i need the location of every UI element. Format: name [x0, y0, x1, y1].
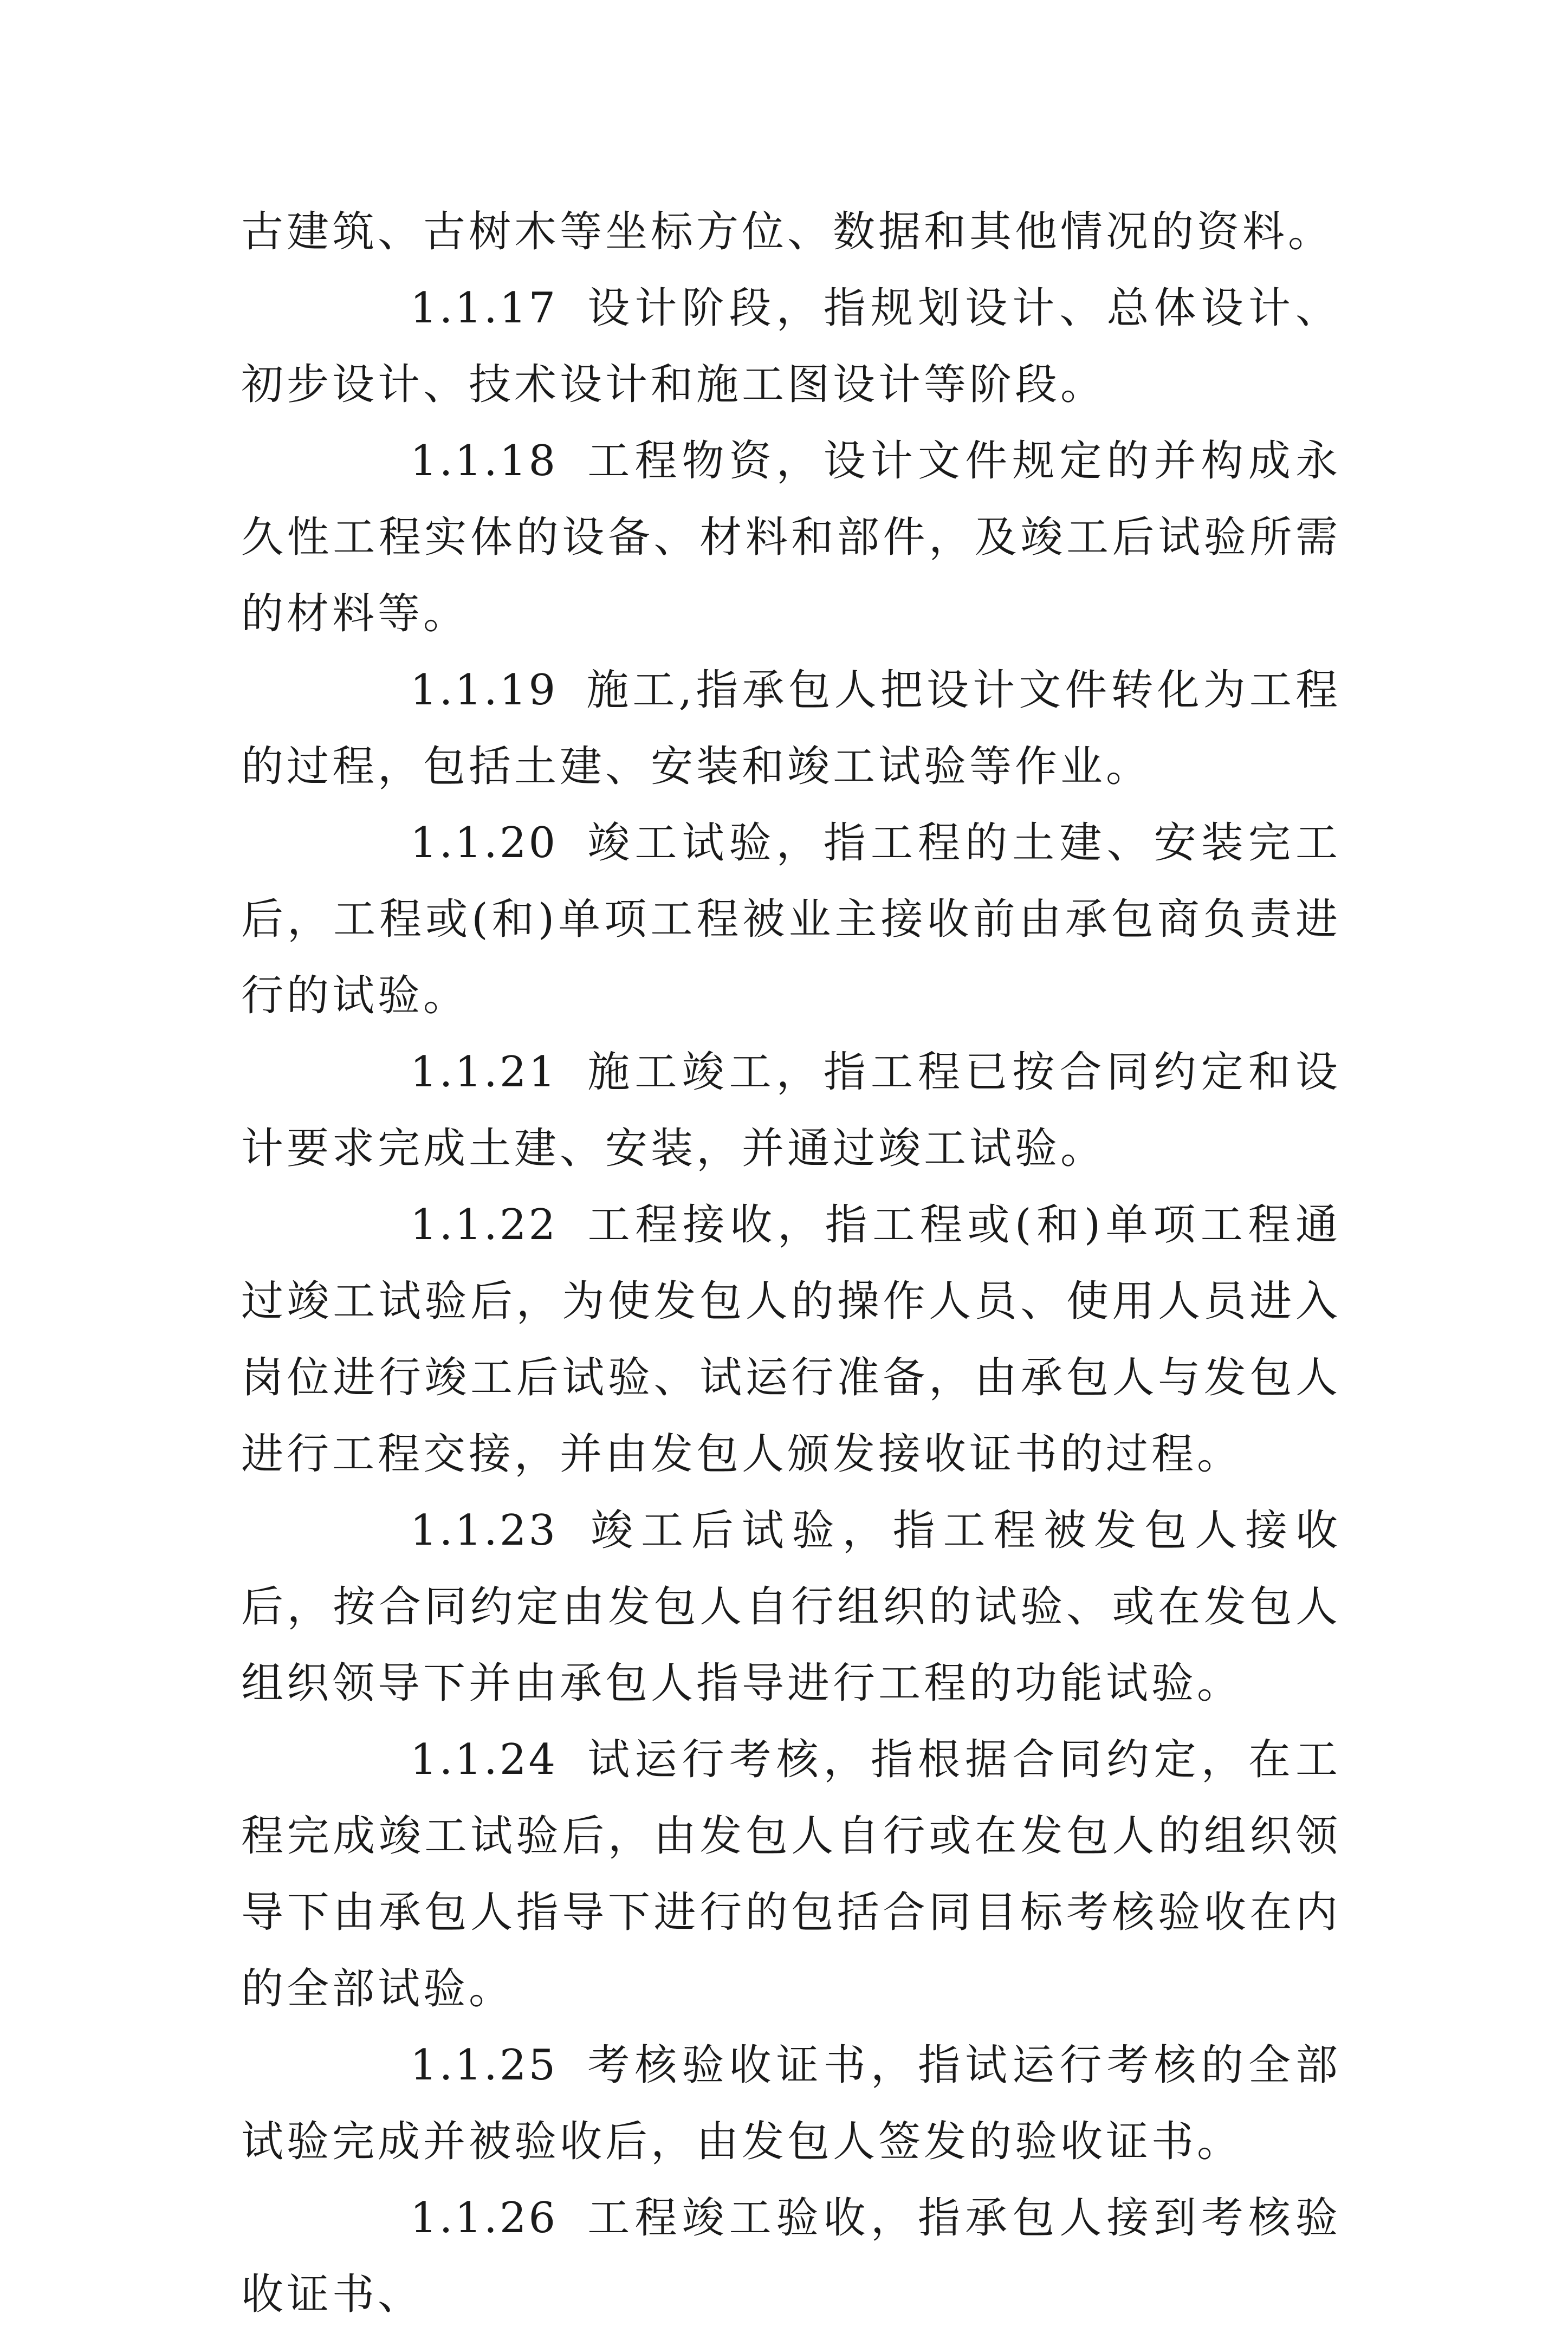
clause-text: 考核验收证书，指试运行考核的全部试验完成并被验收后，由发包人签发的验收证书。: [241, 2041, 1341, 2166]
clause-number: 1.1.21: [410, 1048, 558, 1097]
clause-1-1-24: [241, 1722, 1341, 2027]
clause-number: 1.1.20: [410, 819, 558, 867]
clause-text: 施工,指承包人把设计文件转化为工程的过程，包括土建、安装和竣工试验等作业。: [241, 666, 1341, 791]
clause-number: 1.1.19: [410, 666, 558, 715]
clause-1-1-17: [241, 270, 1341, 423]
clause-number: 1.1.23: [410, 1506, 558, 1555]
clause-text: 设计阶段，指规划设计、总体设计、初步设计、技术设计和施工图设计等阶段。: [241, 284, 1341, 409]
clause-text: 工程接收，指工程或(和)单项工程通过竣工试验后，为使发包人的操作人员、使用人员进入岗位进行竣工后试验、试运行准备，由承包人与发包人进行工程交接，并由发包人颁发接收证书的过程。: [241, 1201, 1341, 1479]
clause-number: 1.1.18: [410, 437, 558, 485]
clause-1-1-26: [241, 2180, 1341, 2333]
clause-text: 试运行考核，指根据合同约定，在工程完成竣工试验后，由发包人自行或在发包人的组织领导下由承包人指导下进行的包括合同目标考核验收在内的全部试验。: [241, 1735, 1341, 2013]
clause-1-1-18: [241, 423, 1341, 652]
body-text: [241, 194, 1341, 2333]
paragraph-text: 古建筑、古树木等坐标方位、数据和其他情况的资料。: [241, 208, 1334, 256]
clause-number: 1.1.22: [410, 1201, 558, 1249]
paragraph-continuation: [241, 194, 1341, 270]
clause-number: 1.1.25: [410, 2041, 558, 2090]
clause-number: 1.1.24: [410, 1735, 558, 1784]
clause-text: 工程竣工验收，指承包人接到考核验收证书、: [241, 2194, 1341, 2319]
clause-1-1-23: [241, 1493, 1341, 1722]
clause-1-1-19: [241, 652, 1341, 805]
clause-1-1-20: [241, 805, 1341, 1034]
clause-text: 工程物资，设计文件规定的并构成永久性工程实体的设备、材料和部件，及竣工后试验所需的材料等。: [241, 437, 1341, 638]
clause-1-1-21: [241, 1034, 1341, 1187]
clause-1-1-25: [241, 2027, 1341, 2180]
clause-text: 施工竣工，指工程已按合同约定和设计要求完成土建、安装，并通过竣工试验。: [241, 1048, 1341, 1173]
clause-1-1-22: [241, 1187, 1341, 1493]
clause-number: 1.1.17: [410, 284, 558, 333]
clause-number: 1.1.26: [410, 2194, 558, 2243]
clause-text: 竣工后试验，指工程被发包人接收后，按合同约定由发包人自行组织的试验、或在发包人组织领导下并由承包人指导进行工程的功能试验。: [241, 1506, 1341, 1708]
clause-text: 竣工试验，指工程的土建、安装完工后，工程或(和)单项工程被业主接收前由承包商负责进行的试验。: [241, 819, 1341, 1020]
